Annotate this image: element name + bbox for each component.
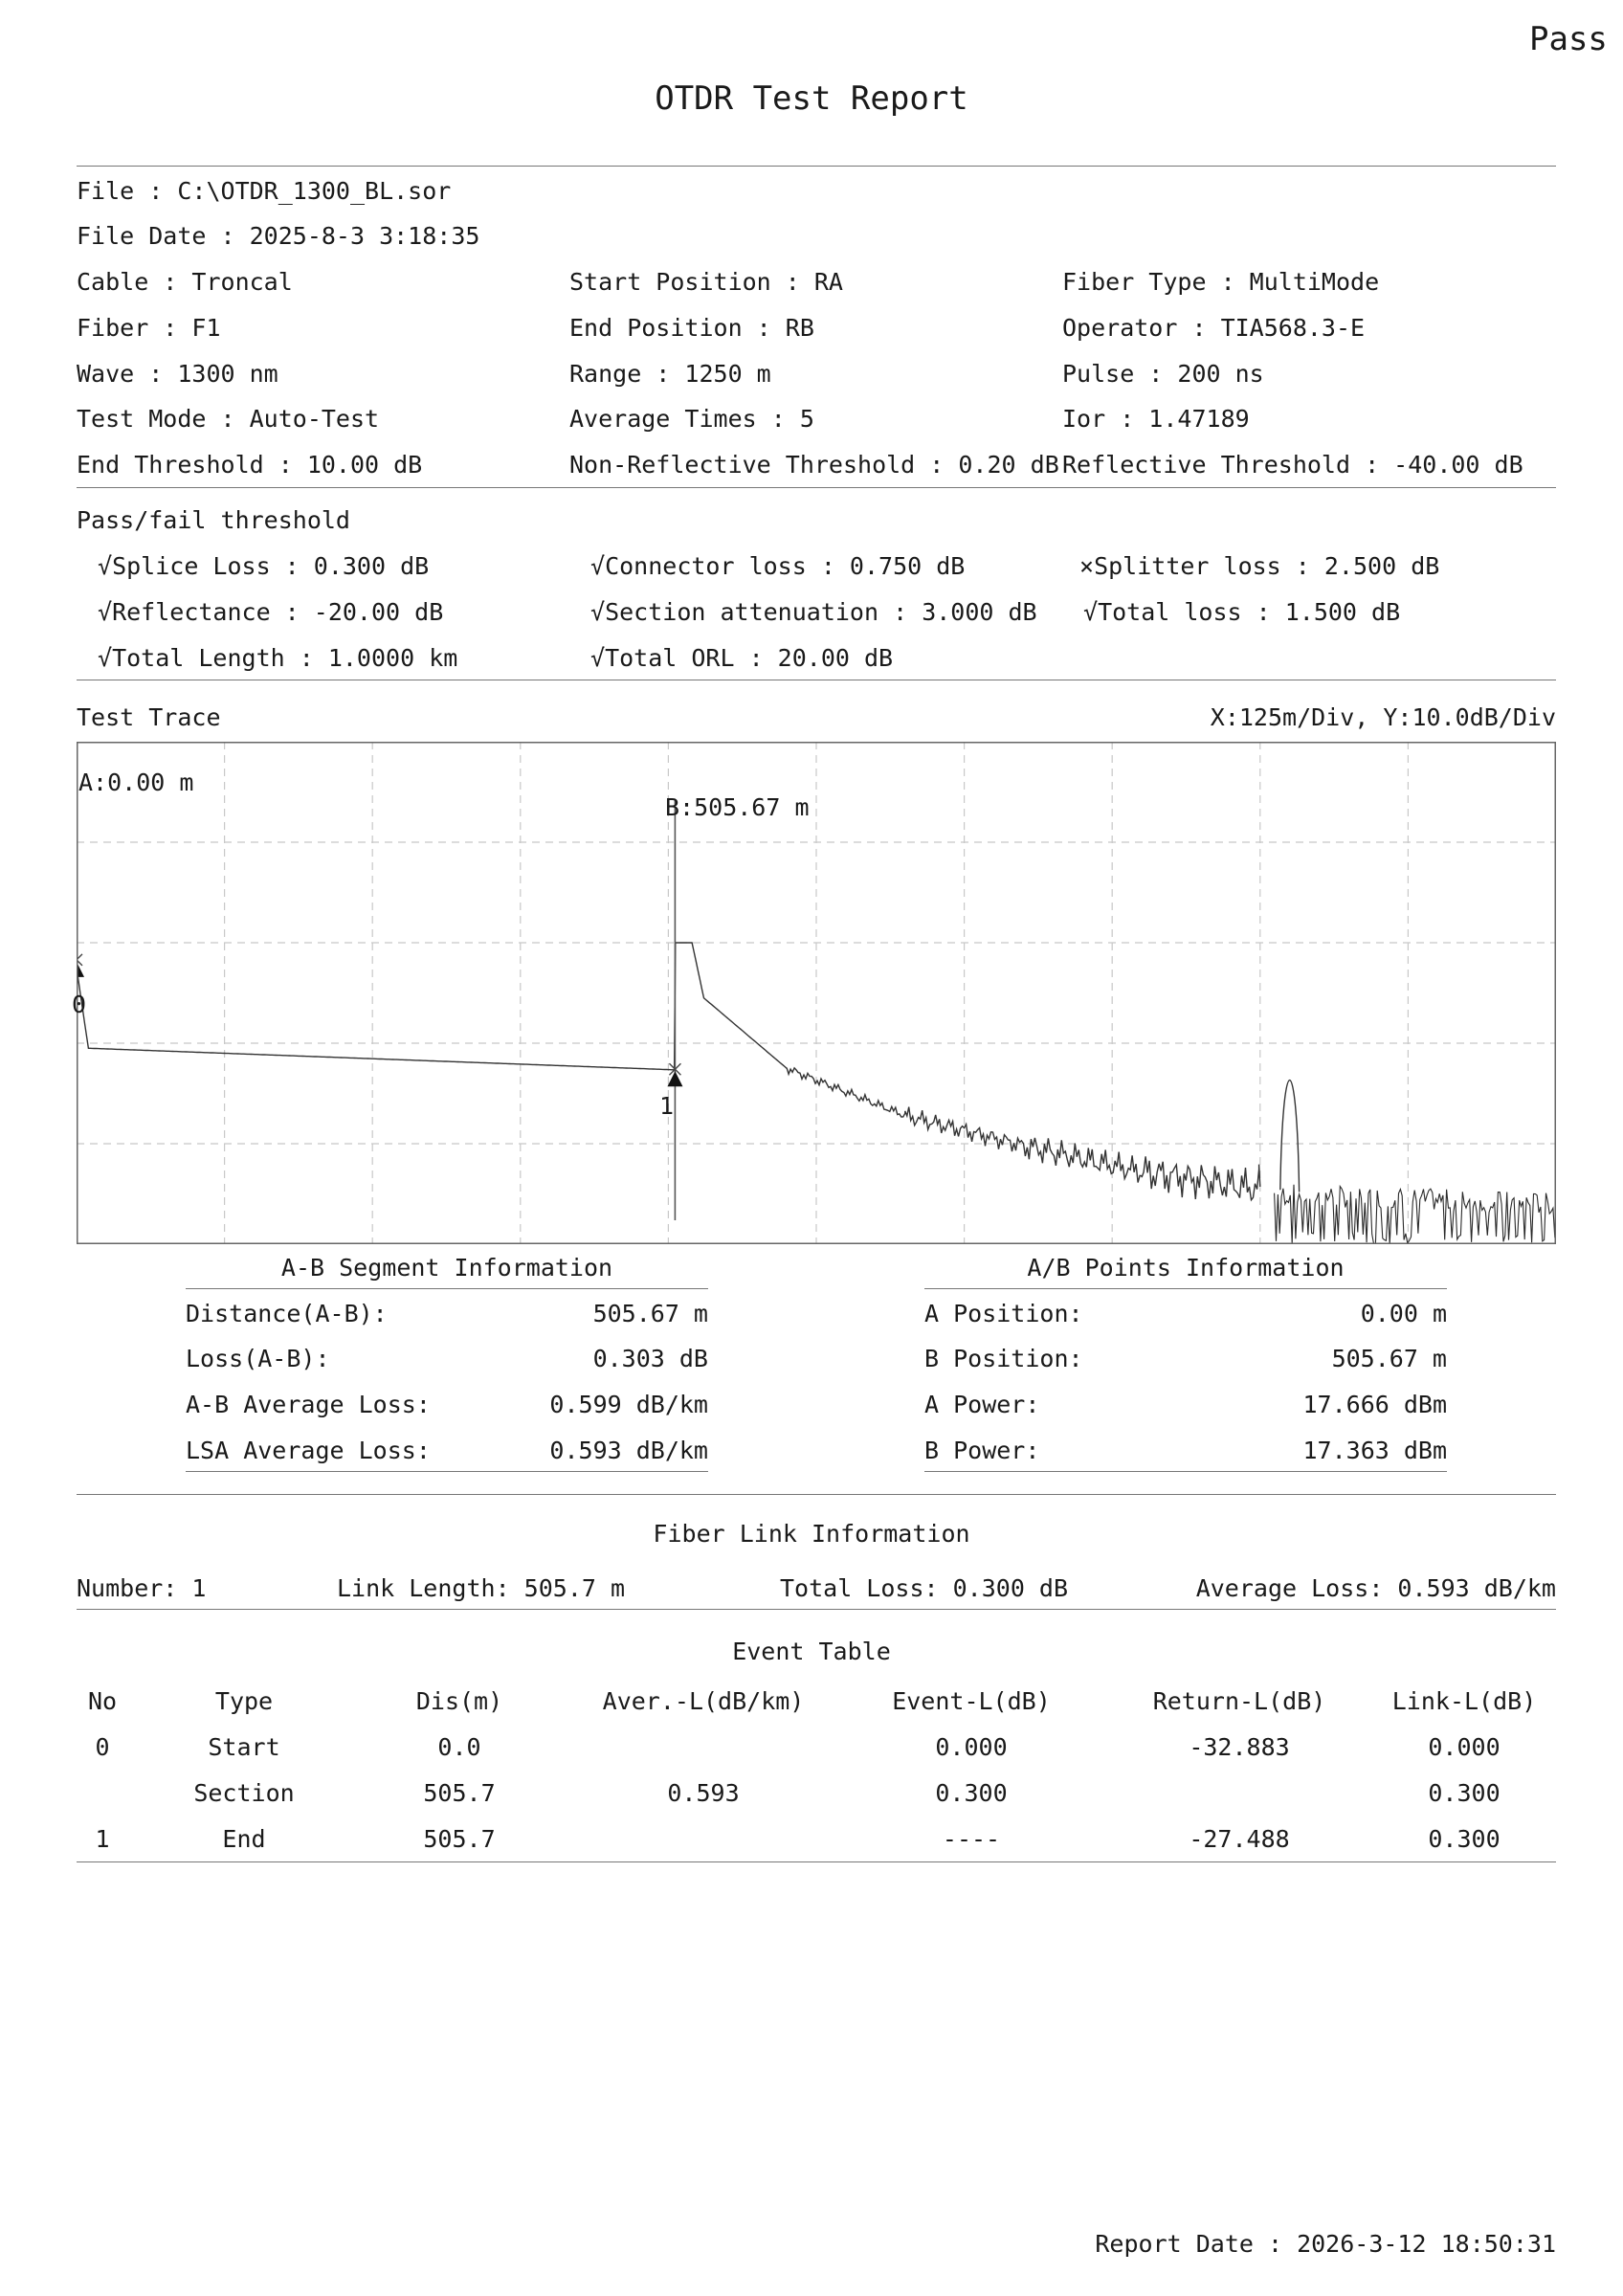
col-header-type: Type (214, 1687, 274, 1715)
cell-type: Start (208, 1733, 280, 1761)
divider (924, 1288, 1447, 1289)
check-mark: √ (1083, 598, 1099, 626)
check-mark: √ (590, 644, 606, 672)
ab-points-value: 0.00 m (1360, 1300, 1447, 1327)
ab-segment-label: LSA Average Loss: (186, 1437, 431, 1464)
divider (77, 487, 1556, 488)
cell-type: Section (193, 1779, 295, 1807)
param-range: Range : 1250 m (569, 360, 771, 388)
divider (77, 1609, 1556, 1610)
threshold-total-loss (1083, 600, 1400, 624)
check-mark: √ (98, 598, 113, 626)
event-label-1: 1 (659, 1092, 675, 1120)
file-date: File Date : 2025-8-3 3:18:35 (77, 222, 480, 250)
col-header-aver-loss: Aver.-L(dB/km) (602, 1687, 805, 1715)
param-fiber-type: Fiber Type : MultiMode (1062, 268, 1380, 296)
param-test-mode: Test Mode : Auto-Test (77, 405, 380, 433)
threshold-section-attenuation (590, 600, 1037, 624)
col-header-link-loss: Link-L(dB) (1391, 1687, 1537, 1715)
ab-points-label: B Position: (924, 1345, 1083, 1372)
plot-frame (78, 743, 1556, 1244)
cell-link-loss: 0.300 (1428, 1779, 1501, 1807)
divider (77, 166, 1556, 167)
divider (186, 1471, 708, 1472)
cell-distance: 0.0 (437, 1733, 481, 1761)
param-nonreflective-threshold: Non-Reflective Threshold : 0.20 dB (569, 451, 1059, 479)
threshold-text: Splice Loss : 0.300 dB (112, 552, 430, 580)
ab-segment-value: 0.303 dB (592, 1345, 708, 1372)
check-mark: √ (98, 552, 113, 580)
cell-distance: 505.7 (423, 1779, 496, 1807)
event-arrow-1 (667, 1071, 682, 1086)
param-average-times: Average Times : 5 (569, 405, 814, 433)
cell-return-loss: -32.883 (1189, 1733, 1290, 1761)
cell-link-loss: 0.000 (1428, 1733, 1501, 1761)
cursor-b-label: B:505.67 m (665, 793, 810, 821)
threshold-text: Total loss : 1.500 dB (1098, 598, 1401, 626)
cell-link-loss: 0.300 (1428, 1825, 1501, 1853)
check-mark: √ (98, 644, 113, 672)
param-end-position: End Position : RB (569, 314, 814, 342)
pass-status: Pass (1529, 20, 1608, 58)
threshold-total-orl (590, 646, 893, 670)
cell-no: 1 (95, 1825, 110, 1853)
cell-distance: 505.7 (423, 1825, 496, 1853)
col-header-no: No (87, 1687, 118, 1715)
ab-points-label: A Power: (924, 1391, 1040, 1418)
ab-points-title: A/B Points Information (1027, 1254, 1345, 1282)
cell-event-loss: 0.000 (935, 1733, 1008, 1761)
cell-no: 0 (95, 1733, 110, 1761)
col-header-return-loss: Return-L(dB) (1152, 1687, 1326, 1715)
threshold-text: Section attenuation : 3.000 dB (605, 598, 1037, 626)
threshold-title: Pass/fail threshold (77, 506, 350, 534)
ab-points-value: 17.666 dBm (1302, 1391, 1447, 1418)
col-header-event-loss: Event-L(dB) (892, 1687, 1051, 1715)
divider (924, 1471, 1447, 1472)
param-end-threshold: End Threshold : 10.00 dB (77, 451, 423, 479)
divider (77, 1861, 1556, 1862)
cell-event-loss: ---- (942, 1825, 1001, 1853)
ab-points-label: A Position: (924, 1300, 1083, 1327)
cell-return-loss: -27.488 (1189, 1825, 1290, 1853)
check-mark: √ (590, 552, 606, 580)
link-title: Fiber Link Information (653, 1520, 970, 1548)
ab-segment-value: 0.593 dB/km (549, 1437, 708, 1464)
threshold-text: Connector loss : 0.750 dB (605, 552, 966, 580)
threshold-text: Splitter loss : 2.500 dB (1094, 552, 1440, 580)
cell-type: End (222, 1825, 266, 1853)
param-ior: Ior : 1.47189 (1062, 405, 1250, 433)
link-total-loss: Total Loss: 0.300 dB (780, 1574, 1069, 1602)
ab-points-value: 17.363 dBm (1302, 1437, 1447, 1464)
threshold-text: Reflectance : -20.00 dB (112, 598, 444, 626)
event-label-0: 0 (72, 991, 87, 1018)
check-mark: √ (590, 598, 606, 626)
col-header-distance: Dis(m) (415, 1687, 503, 1715)
event-table-title: Event Table (732, 1638, 891, 1665)
param-cable: Cable : Troncal (77, 268, 293, 296)
param-fiber: Fiber : F1 (77, 314, 221, 342)
divider (186, 1288, 708, 1289)
link-average-loss: Average Loss: 0.593 dB/km (1195, 1574, 1556, 1602)
report-date: Report Date : 2026-3-12 18:50:31 (1095, 2230, 1556, 2258)
param-reflective-threshold: Reflective Threshold : -40.00 dB (1062, 451, 1523, 479)
ab-segment-title: A-B Segment Information (280, 1254, 613, 1282)
threshold-total-length (98, 646, 457, 670)
threshold-text: Total Length : 1.0000 km (112, 644, 458, 672)
ab-segment-label: Distance(A-B): (186, 1300, 388, 1327)
trace-scale: X:125m/Div, Y:10.0dB/Div (1210, 703, 1556, 731)
param-wave: Wave : 1300 nm (77, 360, 278, 388)
link-number: Number: 1 (77, 1574, 207, 1602)
trace-noise (1275, 1185, 1555, 1244)
ab-segment-label: A-B Average Loss: (186, 1391, 431, 1418)
threshold-connector-loss (590, 554, 965, 578)
ab-segment-value: 505.67 m (592, 1300, 708, 1327)
param-start-position: Start Position : RA (569, 268, 843, 296)
param-operator: Operator : TIA568.3-E (1062, 314, 1366, 342)
ab-points-value: 505.67 m (1331, 1345, 1447, 1372)
cross-mark: × (1079, 552, 1095, 580)
cursor-a-label: A:0.00 m (78, 769, 194, 796)
threshold-text: Total ORL : 20.00 dB (605, 644, 894, 672)
ghost-peak (1280, 1081, 1300, 1193)
report-title: OTDR Test Report (655, 79, 968, 118)
link-length: Link Length: 505.7 m (337, 1574, 626, 1602)
trace-title: Test Trace (77, 703, 221, 731)
file-path: File : C:\OTDR_1300_BL.sor (77, 177, 452, 205)
divider (77, 1494, 1556, 1495)
threshold-reflectance (98, 600, 443, 624)
ab-segment-label: Loss(A-B): (186, 1345, 330, 1372)
trace-plot (77, 742, 1556, 1244)
cell-event-loss: 0.300 (935, 1779, 1008, 1807)
ab-points-label: B Power: (924, 1437, 1040, 1464)
param-pulse: Pulse : 200 ns (1062, 360, 1264, 388)
threshold-splitter-loss (1079, 554, 1439, 578)
cell-aver-loss: 0.593 (667, 1779, 740, 1807)
ab-segment-value: 0.599 dB/km (549, 1391, 708, 1418)
trace-chart[interactable] (72, 742, 1556, 1244)
threshold-splice-loss (98, 554, 429, 578)
